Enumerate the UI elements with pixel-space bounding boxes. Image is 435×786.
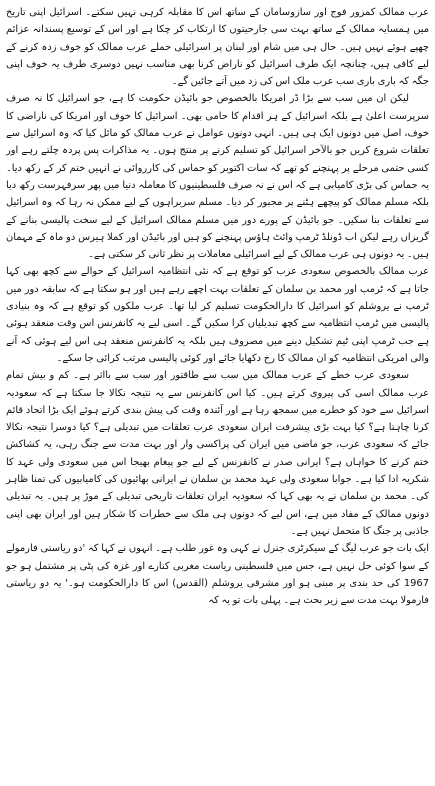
paragraph-1: عرب ممالک کمزور فوج اور سازوسامان کے ساتھ اس کا مقابلہ کرہی نہیں سکتے۔ اسرائیل اپنی تاریخ میں ہمسایہ ممالک کے ساتھ بہت سی جارحیتوں کا ارتکاب کر چکا ہے اور اس کے توسیع پسندانہ عزائم چھپے ہوئے نہیں ہیں۔ حال ہی میں شام اور لبنان پر اسرائیلی حملے عرب ممالک کو خوف زدہ کرنے کے لیے کافی ہیں، چنانچہ ایک طرف اسرائیل کو ناراض کرنا بھی مناسب نہیں دوسری طرف یہ خوف اپنی جگہ کہ باری باری سب عرب ملک اس کی زد میں آتے جائیں گے۔: [6, 7, 429, 88]
paragraph-4: سعودی عرب خطے کے عرب ممالک میں سب سے طاقتور اور سب سے بااثر ہے۔ کم و بیش تمام عرب ممالک اسی کی پیروی کرتے ہیں۔ کیا اس کانفرنس سے یہ نتیجہ نکالا جا سکتا ہے کہ سعودیہ اسرائیل سے خود کو خطرے میں سمجھ رہا ہے اور آئندہ وقت کی پیش بندی کرتے ہوئے ایک بڑا اتحاد قائم کرنا چاہتا ہے؟ کیا بہت بڑی پیشرفت ایران سعودی عرب تعلقات میں تبدیلی ہے؟ کیا دوسرا نتیجہ نکالا جائے کہ سعودی عرب، جو ماضی میں ایران کی پراکسی وار اور بہت مدت سے جنگ رہی، یہ کشاکش ختم کرنے کا خواہاں ہے؟ ایرانی صدر نے کانفرنس کے لیے جو پیغام بھیجا اس میں سعودی ولی عہد کا شکریہ ادا کیا ہے۔ جوابا سعودی ولی عہد محمد بن سلمان نے ایرانی بھائیوں کی کامیابیوں کی تمنا ظاہر کی۔ محمد بن سلمان نے یہ بھی کہا کہ سعودیہ ایران تعلقات تاریخی تبدیلی کے موڑ پر ہیں۔ یہ تبدیلی دونوں ممالک کے مفاد میں ہے، اس لیے کہ دونوں ہی ملک سے خطرات کا شکار ہیں اور ایران بھی اپنی جاذبی پر جنگ کا متحمل نہیں ہے۔: [6, 370, 429, 537]
paragraph-2: لیکن ان میں سب سے بڑا ڈر امریکا بالخصوص جو بائیڈن حکومت کا ہے، جو اسرائیل کا نہ صرف سرپرست اعلیٰ ہے بلکہ اسرائیل کے ہر اقدام کا حامی بھی۔ اسرائیل کا خوف اور امریکا کی ناراضی کا خوف، اصل میں دونوں ایک ہی ہیں۔ انہی دونوں عوامل نے عرب ممالک کو مائل کیا کہ وہ اسرائیل سے تعلقات شروع کریں جو بالآخر اسرائیل کو تسلیم کرنے پر منتج ہوں۔ یہ مذاکرات پس پردہ چلتے رہے اور کسی حتمی مرحلے پر پہنچنے کو تھے کہ سات اکتوبر کو حماس کی کارروائی نے انہیں ختم کر کے رکھ دیا۔ یہ حماس کی بڑی کامیابی ہے کہ اس نے نہ صرف فلسطینیوں کا معاملہ دنیا میں پھر سرفہرست رکھ دیا بلکہ مسلم ممالک کو پیچھے ہٹنے پر مجبور کر دیا۔ مسلم سربراہوں کے لیے ممکن نہ رہا کہ وہ اسرائیل سے تعلقات بنا سکیں۔ جو بائیڈن کے پورے دور میں مسلم ممالک اسرائیل کے لیے سخت پالیسی بنانے کے گریزاں رہے لیکن اب ڈونلڈ ٹرمپ وائٹ ہاؤس پہنچنے کو ہیں اور بائیڈن اور کملا ہیرس دو ماہ کے مہمان ہیں۔ یہ دونوں ہی عرب ممالک کے لیے اسرائیلی معاملات پر نظر ثانی کر سکتی ہے۔: [6, 93, 429, 261]
paragraph-5: ایک بات جو عرب لیگ کے سیکرٹری جنرل نے کہی وہ غور طلب ہے۔ انہوں نے کہا کہ 'دو ریاستی فارمولے کے سوا کوئی حل نہیں ہے، جس میں فلسطینی ریاست مغربی کنارے اور غزہ کی پٹی پر مشتمل ہو جو 1967 کی حد بندی پر مبنی ہو اور مشرقی یروشلم (القدس) اس کا دارالحکومت ہو۔' یہ دو ریاستی فارمولا بہت مدت سے زیر بحث ہے۔ پہلی بات تو یہ کہ: [6, 543, 429, 607]
paragraph-3: عرب ممالک بالخصوص سعودی عرب کو توقع ہے کہ نئی انتظامیہ اسرائیل کے حوالے سے کچھ بھی کہا جاتا ہے کہ ٹرمپ اور محمد بن سلمان کے تعلقات بہت اچھے رہے ہیں اور ہو سکتا ہے کہ سابقہ دور میں ٹرمپ نے یروشلم کو اسرائیل کا دارالحکومت تسلیم کر لیا تھا۔ عرب ملکوں کو توقع ہے کہ وہ بنیادی پالیسی میں ٹرمپ انتظامیہ سے کچھ تبدیلیاں کرا سکیں گے۔ اسی لیے یہ کانفرنس اس وقت منعقد ہوئی ہے جب ٹرمپ اپنی ٹیم تشکیل دینے میں مصروف ہیں بلکہ یہ کانفرنس منعقد ہی اس لیے ہوئی کہ آنے والی امریکی انتظامیہ کو ان ممالک کا رخ دکھایا جائے اور کوئی پالیسی مرتب کرائی جا سکے۔: [6, 266, 429, 364]
